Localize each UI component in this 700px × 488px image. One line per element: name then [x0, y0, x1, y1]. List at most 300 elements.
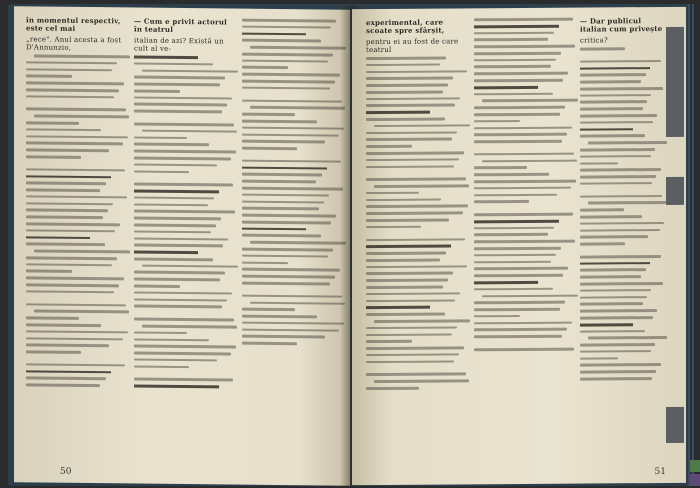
body-text-line: [474, 173, 549, 176]
body-text-line: [26, 68, 112, 71]
body-text-line: [242, 59, 328, 62]
body-text-line: [26, 303, 126, 307]
body-text-line: [588, 141, 667, 144]
question-heading-line: [474, 86, 538, 89]
photo-strip-top: [666, 27, 684, 137]
body-text-line: [474, 133, 567, 136]
body-text-line: [366, 279, 448, 282]
left-page-column-3: [242, 19, 344, 462]
body-text-line: [242, 120, 317, 123]
photo-strip-bottom: [666, 407, 684, 443]
body-text-line: [26, 277, 124, 281]
body-text-line: [366, 299, 455, 302]
body-text-line: [26, 135, 128, 139]
body-text-line: [588, 336, 667, 339]
body-text-line: [580, 357, 618, 360]
body-text-line: [134, 331, 187, 334]
body-text-line: [242, 254, 328, 257]
column-lead-line: — Cum e privit actorul în teatrul: [134, 16, 228, 34]
body-text-line: [366, 360, 454, 363]
body-text-line: [242, 53, 333, 57]
body-text-line: [474, 92, 553, 95]
body-text-line: [474, 335, 562, 338]
body-text-line: [580, 60, 661, 63]
question-heading-line: [134, 190, 219, 194]
body-text-line: [250, 301, 345, 305]
body-text-line: [134, 163, 217, 166]
body-text-line: [580, 296, 647, 299]
body-text-line: [474, 58, 556, 61]
body-text-line: [474, 65, 551, 68]
body-text-line: [482, 99, 578, 102]
body-text-line: [242, 99, 342, 103]
body-text-line: [134, 237, 228, 241]
body-text-line: [26, 243, 105, 246]
body-text-line: [242, 221, 331, 225]
question-heading-line: [580, 262, 650, 265]
body-text-line: [242, 315, 317, 318]
body-text-line: [366, 97, 460, 100]
body-text-line: [26, 75, 72, 78]
body-text-line: [580, 101, 647, 104]
body-text-line: [26, 128, 101, 131]
body-text-line: [366, 238, 465, 241]
body-text-line: [474, 79, 563, 82]
body-text-line: [366, 333, 452, 336]
column-lead-line: italian de azi? Există un cult al ve-: [134, 36, 224, 53]
left-page-column-1: [26, 16, 128, 459]
body-text-line: [34, 250, 130, 254]
body-text-line: [366, 225, 421, 228]
question-heading-line: [242, 227, 306, 230]
body-text-line: [474, 120, 520, 123]
body-text-line: [474, 301, 565, 304]
body-text-line: [26, 195, 127, 199]
body-text-line: [242, 335, 325, 338]
body-text-line: [366, 252, 446, 255]
body-text-line: [474, 106, 565, 109]
body-text-line: [366, 192, 419, 195]
body-text-line: [242, 19, 336, 23]
question-heading-line: [134, 385, 219, 389]
body-text-line: [134, 170, 189, 173]
body-text-line: [474, 126, 572, 129]
body-text-line: [366, 313, 445, 316]
body-text-line: [242, 80, 335, 84]
body-text-line: [250, 106, 345, 110]
body-text-line: [474, 152, 574, 155]
body-text-line: [580, 182, 652, 185]
body-text-line: [474, 233, 548, 236]
body-text-line: [580, 135, 645, 138]
body-text-line: [580, 155, 651, 158]
question-heading-line: [242, 166, 327, 170]
right-page-column-1: [366, 18, 468, 461]
body-text-line: [580, 289, 651, 292]
body-text-line: [474, 254, 556, 257]
body-text-line: [482, 294, 578, 297]
body-text-line: [134, 96, 232, 100]
body-text-line: [242, 66, 288, 69]
body-text-line: [242, 328, 339, 332]
column-lead-line: „rece". Anul acesta a fost D'Annunzio,: [26, 35, 122, 52]
body-text-line: [374, 184, 469, 187]
body-text-line: [580, 87, 663, 90]
body-text-line: [250, 46, 346, 50]
body-text-line: [580, 107, 643, 110]
body-text-line: [366, 292, 460, 295]
body-text-line: [26, 209, 108, 212]
body-text-line: [34, 115, 129, 119]
body-text-line: [580, 282, 663, 285]
body-text-line: [474, 240, 575, 243]
body-text-line: [474, 315, 520, 318]
body-text-line: [366, 165, 454, 168]
body-text-line: [366, 258, 440, 261]
body-text-line: [580, 275, 641, 278]
body-text-line: [366, 326, 457, 329]
body-text-line: [26, 350, 81, 353]
body-text-line: [366, 340, 412, 343]
body-text-line: [580, 316, 653, 319]
body-text-line: [474, 274, 563, 277]
body-text-line: [242, 234, 321, 237]
body-text-line: [26, 155, 81, 158]
right-page-column-3: [580, 17, 664, 460]
body-text-line: [580, 343, 655, 346]
body-text-line: [580, 363, 661, 366]
body-text-line: [474, 267, 568, 270]
body-text-line: [242, 180, 316, 183]
body-text-line: [242, 187, 343, 191]
body-text-line: [134, 136, 187, 139]
body-text-line: [134, 257, 213, 260]
body-text-line: [26, 330, 128, 334]
body-text-line: [366, 90, 443, 93]
body-text-line: [242, 308, 295, 311]
body-text-line: [26, 202, 113, 206]
body-text-line: [374, 380, 469, 383]
body-text-line: [26, 377, 106, 380]
body-text-line: [26, 121, 79, 124]
body-text-line: [366, 205, 468, 208]
body-text-line: [26, 168, 125, 172]
body-text-line: [134, 123, 234, 127]
body-text-line: [474, 308, 560, 311]
body-text-line: [366, 272, 453, 275]
body-text-line: [134, 83, 220, 86]
body-text-line: [26, 188, 100, 191]
body-text-line: [366, 353, 459, 356]
body-text-line: [474, 193, 557, 196]
body-text-line: [580, 121, 653, 124]
body-text-line: [134, 365, 189, 368]
body-text-line: [580, 309, 657, 312]
body-text-line: [134, 298, 227, 302]
body-text-line: [134, 305, 222, 309]
body-text-line: [34, 54, 130, 58]
body-text-line: [242, 39, 321, 42]
body-text-line: [26, 61, 117, 65]
body-text-line: [134, 338, 209, 341]
body-text-line: [580, 168, 661, 171]
body-text-line: [580, 303, 643, 306]
body-text-line: [134, 203, 208, 206]
column-lead-line: critica?: [580, 36, 609, 45]
column-lead-line: experimental, care scoate spre sfârșit,: [366, 17, 445, 36]
left-page: [14, 6, 350, 486]
body-text-line: [474, 31, 554, 34]
body-text-line: [134, 285, 180, 288]
body-text-line: [474, 321, 572, 324]
body-text-line: [580, 242, 625, 245]
body-text-line: [474, 72, 568, 75]
body-text-line: [242, 282, 330, 286]
body-text-line: [134, 150, 236, 154]
body-text-line: [26, 384, 100, 387]
question-heading-line: [26, 370, 111, 374]
body-text-line: [134, 196, 214, 199]
body-text-line: [142, 325, 237, 329]
body-text-line: [580, 162, 618, 165]
body-text-line: [134, 352, 231, 356]
body-text-line: [26, 95, 114, 99]
body-text-line: [134, 318, 234, 322]
body-text-line: [474, 45, 575, 48]
body-text-line: [134, 378, 233, 382]
body-text-line: [134, 210, 235, 214]
column-lead-line: în momentul respectiv, este cel mai: [26, 15, 121, 33]
body-text-line: [474, 213, 573, 216]
body-text-line: [588, 201, 666, 204]
photo-strip-middle: [666, 177, 684, 205]
body-text-line: [482, 159, 577, 162]
body-text-line: [242, 147, 297, 150]
question-heading-line: [26, 236, 90, 239]
body-text-line: [26, 216, 103, 219]
body-text-line: [250, 241, 346, 245]
body-text-line: [366, 63, 440, 66]
body-text-line: [242, 133, 339, 137]
body-text-line: [242, 294, 342, 298]
body-text-line: [26, 256, 117, 260]
question-heading-line: [366, 306, 430, 309]
body-text-line: [142, 129, 237, 133]
body-text-line: [474, 288, 553, 291]
question-heading-line: [134, 55, 198, 58]
question-heading-line: [474, 25, 559, 28]
body-text-line: [366, 151, 464, 154]
color-tab-green: [690, 460, 700, 472]
body-text-line: [474, 348, 574, 351]
body-text-line: [580, 350, 651, 353]
body-text-line: [580, 255, 661, 258]
body-text-line: [366, 178, 466, 181]
body-text-line: [474, 180, 576, 183]
body-text-line: [26, 81, 124, 85]
body-text-line: [26, 363, 125, 367]
left-page-column-2: [134, 17, 236, 460]
body-text-line: [134, 110, 222, 114]
body-text-line: [134, 345, 236, 349]
body-text-line: [26, 182, 106, 185]
body-text-line: [26, 142, 123, 146]
body-text-line: [242, 113, 295, 116]
body-text-line: [580, 114, 657, 117]
body-text-line: [26, 290, 114, 294]
paragraph-gap: [242, 349, 344, 356]
body-text-line: [474, 328, 567, 331]
body-text-line: [134, 230, 211, 233]
question-heading-line: [580, 128, 633, 131]
body-text-line: [242, 73, 340, 77]
body-text-line: [34, 310, 129, 314]
body-text-line: [474, 113, 560, 116]
body-text-line: [580, 229, 660, 232]
body-text-line: [242, 173, 322, 176]
body-text-line: [474, 166, 527, 169]
body-text-line: [26, 149, 109, 152]
body-text-line: [26, 323, 101, 326]
question-heading-line: [474, 281, 538, 284]
body-text-line: [474, 260, 551, 263]
body-text-line: [580, 208, 624, 211]
body-text-line: [474, 200, 529, 203]
body-text-line: [366, 70, 467, 73]
body-text-line: [242, 321, 344, 325]
body-text-line: [366, 198, 441, 201]
body-text-line: [580, 222, 664, 225]
body-text-line: [474, 18, 573, 21]
body-text-line: [242, 193, 329, 197]
body-text-line: [366, 265, 467, 268]
body-text-line: [26, 283, 119, 287]
body-text-line: [366, 286, 443, 289]
body-text-line: [134, 143, 209, 146]
question-heading-line: [242, 32, 306, 35]
body-text-line: [580, 235, 648, 238]
body-text-line: [134, 278, 220, 281]
body-text-line: [366, 387, 419, 390]
body-text-line: [366, 118, 445, 121]
body-text-line: [474, 52, 561, 55]
body-text-line: [242, 261, 288, 264]
question-heading-line: [474, 220, 559, 223]
body-text-line: [474, 140, 562, 143]
body-text-line: [142, 264, 238, 268]
body-text-line: [26, 317, 79, 320]
body-text-line: [366, 158, 459, 161]
body-text-line: [26, 108, 126, 112]
body-text-line: [474, 38, 548, 41]
body-text-line: [580, 370, 656, 373]
body-text-line: [242, 25, 331, 29]
body-text-line: [366, 77, 453, 80]
question-heading-line: [134, 251, 198, 254]
body-text-line: [474, 226, 554, 229]
question-heading-line: [26, 175, 111, 179]
body-text-line: [366, 104, 455, 107]
body-text-line: [374, 124, 470, 127]
body-text-line: [134, 62, 213, 65]
body-text-line: [142, 69, 238, 73]
body-text-line: [134, 103, 227, 107]
body-text-line: [242, 126, 344, 130]
body-text-line: [242, 248, 333, 252]
body-text-line: [366, 212, 463, 215]
body-text-line: [366, 138, 452, 141]
question-heading-line: [366, 111, 430, 114]
body-text-line: [242, 86, 330, 90]
body-text-line: [26, 229, 115, 233]
body-text-line: [134, 76, 225, 80]
body-text-line: [242, 200, 324, 203]
body-text-line: [580, 215, 642, 218]
body-text-line: [474, 247, 561, 250]
right-page: [352, 7, 686, 485]
body-text-line: [580, 377, 652, 380]
body-text-line: [26, 337, 123, 341]
question-heading-line: [580, 323, 633, 326]
body-text-line: [134, 89, 180, 92]
body-text-line: [134, 244, 223, 248]
body-text-line: [134, 291, 232, 295]
body-text-line: [580, 73, 646, 76]
body-text-line: [134, 156, 231, 160]
right-page-column-2: [474, 18, 576, 461]
column-lead-line: pentru ei au fost de care teatrul: [366, 37, 459, 55]
page-number-right: 51: [654, 466, 666, 478]
body-text-line: [366, 218, 449, 221]
body-text-line: [474, 186, 571, 189]
body-text-line: [134, 271, 225, 275]
column-lead-line: — Dar publicul italian cum privește: [580, 16, 663, 34]
body-text-line: [580, 148, 655, 151]
page-number-left: 50: [60, 466, 72, 477]
body-text-line: [242, 207, 319, 210]
body-text-line: [580, 330, 645, 333]
body-text-line: [134, 183, 233, 187]
body-text-line: [242, 342, 297, 345]
body-text-line: [366, 373, 466, 376]
body-text-line: [26, 270, 72, 273]
body-text-line: [26, 344, 109, 347]
page-edges: [688, 4, 694, 486]
body-text-line: [580, 47, 625, 50]
body-text-line: [134, 217, 221, 221]
body-text-line: [580, 175, 656, 178]
color-tab-purple: [690, 474, 700, 486]
body-text-line: [580, 80, 641, 83]
body-text-line: [580, 195, 662, 198]
body-text-line: [374, 319, 470, 322]
body-text-line: [366, 346, 464, 349]
body-text-line: [366, 131, 457, 134]
body-text-line: [580, 269, 646, 272]
body-text-line: [26, 88, 119, 92]
body-text-line: [242, 140, 325, 143]
body-text-line: [366, 145, 412, 148]
body-text-line: [242, 275, 335, 279]
body-text-line: [366, 57, 446, 60]
body-text-line: [366, 84, 448, 87]
body-text-line: [26, 263, 112, 266]
body-text-line: [134, 358, 217, 361]
body-text-line: [242, 268, 340, 272]
body-text-line: [242, 214, 336, 218]
question-heading-line: [366, 245, 451, 248]
body-text-line: [134, 223, 216, 226]
